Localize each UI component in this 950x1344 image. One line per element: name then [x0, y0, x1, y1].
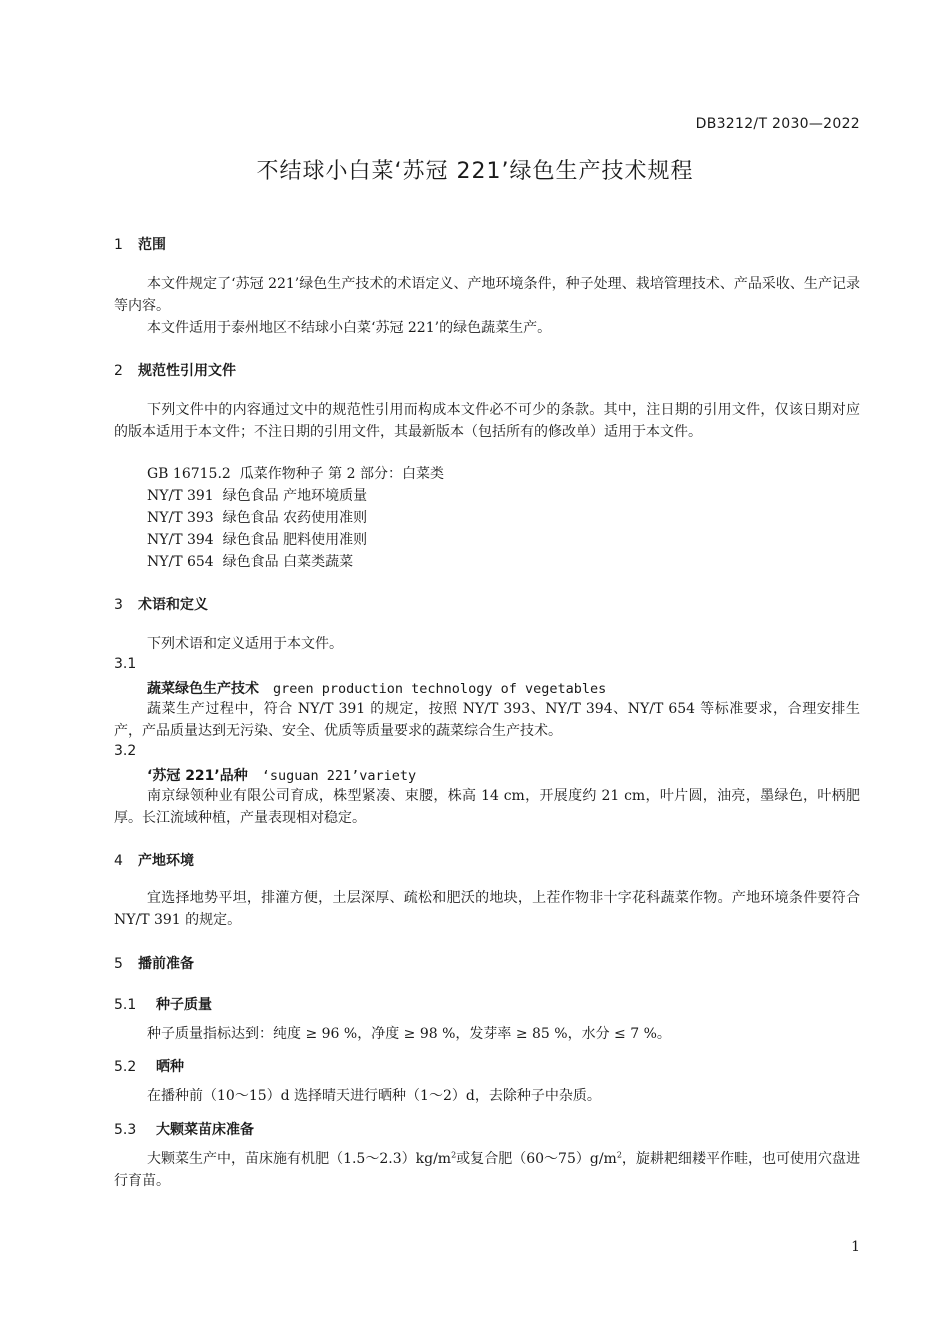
subsection-5-3-heading	[114, 1119, 254, 1139]
section-title: 产地环境	[138, 853, 194, 869]
paragraph: 在播种前（10～15）d 选择晴天进行晒种（1～2）d，去除种子中杂质。	[147, 1088, 601, 1104]
reference-item: NY/T 654 绿色食品 白菜类蔬菜	[147, 554, 354, 570]
document-number: DB3212/T 2030—2022	[695, 116, 860, 132]
term-number: 3.1	[114, 656, 137, 672]
term-english: ‘suguan 221’variety	[261, 768, 417, 784]
paragraph	[114, 1148, 860, 1192]
section-3-heading	[114, 594, 208, 614]
subsection-number: 5.2	[114, 1059, 137, 1075]
term-chinese: 蔬菜绿色生产技术	[147, 681, 259, 697]
section-number: 1	[114, 237, 123, 253]
page-number: 1	[851, 1239, 860, 1255]
text-run: 或复合肥（60～75）g/m	[456, 1151, 617, 1167]
subsection-5-2-heading	[114, 1056, 184, 1076]
text-run: ，旋耕耙细耧平作畦，也可使用穴盘进行育苗。	[114, 1151, 860, 1189]
term-number: 3.2	[114, 743, 137, 759]
document-title: 不结球小白菜‘苏冠 221’绿色生产技术规程	[256, 159, 694, 184]
reference-item: NY/T 393 绿色食品 农药使用准则	[147, 510, 368, 526]
subsection-5-1-heading	[114, 994, 212, 1014]
reference-item: NY/T 391 绿色食品 产地环境质量	[147, 488, 368, 504]
subsection-number: 5.3	[114, 1122, 137, 1138]
superscript: 2	[616, 1150, 622, 1160]
reference-item: NY/T 394 绿色食品 肥料使用准则	[147, 532, 368, 548]
superscript: 2	[451, 1150, 457, 1160]
section-number: 3	[114, 597, 123, 613]
text-run: 大颗菜生产中，苗床施有机肥（1.5～2.3）kg/m	[147, 1151, 452, 1167]
subsection-number: 5.1	[114, 997, 137, 1013]
section-title: 规范性引用文件	[138, 363, 236, 379]
section-number: 4	[114, 853, 123, 869]
paragraph: 下列文件中的内容通过文中的规范性引用而构成本文件必不可少的条款。其中，注日期的引用文件，仅该日期对应的版本适用于本文件；不注日期的引用文件，其最新版本（包括所有的修改单）适用于本文件。	[114, 402, 860, 440]
term-entry	[147, 765, 416, 785]
section-5-heading	[114, 953, 194, 973]
section-number: 2	[114, 363, 123, 379]
subsection-title: 种子质量	[156, 997, 212, 1013]
section-4-heading	[114, 850, 194, 870]
section-number: 5	[114, 956, 123, 972]
subsection-title: 晒种	[156, 1059, 184, 1075]
section-title: 范围	[138, 237, 166, 253]
term-definition: 南京绿领种业有限公司育成，株型紧凑、束腰，株高 14 cm，开展度约 21 cm，叶片圆，油亮，墨绿色，叶柄肥厚。长江流域种植，产量表现相对稳定。	[114, 788, 860, 826]
paragraph: 本文件适用于泰州地区不结球小白菜‘苏冠 221’的绿色蔬菜生产。	[147, 320, 552, 336]
paragraph: 本文件规定了‘苏冠 221’绿色生产技术的术语定义、产地环境条件，种子处理、栽培管理技术、产品采收、生产记录等内容。	[114, 276, 860, 314]
paragraph: 宜选择地势平坦，排灌方便，土层深厚、疏松和肥沃的地块，上茬作物非十字花科蔬菜作物。产地环境条件要符合 NY/T 391 的规定。	[114, 890, 860, 928]
paragraph: 下列术语和定义适用于本文件。	[147, 636, 343, 652]
paragraph: 种子质量指标达到：纯度 ≥ 96 %，净度 ≥ 98 %，发芽率 ≥ 85 %，水分 ≤ 7 %。	[147, 1026, 671, 1042]
reference-item: GB 16715.2 瓜菜作物种子 第 2 部分：白菜类	[147, 466, 444, 482]
subsection-title: 大颗菜苗床准备	[156, 1122, 254, 1138]
term-chinese: ‘苏冠 221’品种	[147, 768, 248, 784]
term-definition: 蔬菜生产过程中，符合 NY/T 391 的规定，按照 NY/T 393、NY/T 394、NY/T 654 等标准要求，合理安排生产，产品质量达到无污染、安全、优质等质量要求的蔬菜综合生产技术。	[114, 701, 860, 739]
section-1-heading	[114, 234, 166, 254]
section-2-heading	[114, 360, 236, 380]
term-entry	[147, 678, 606, 698]
section-title: 术语和定义	[138, 597, 208, 613]
term-english: green production technology of vegetables	[273, 681, 607, 697]
section-title: 播前准备	[138, 956, 194, 972]
